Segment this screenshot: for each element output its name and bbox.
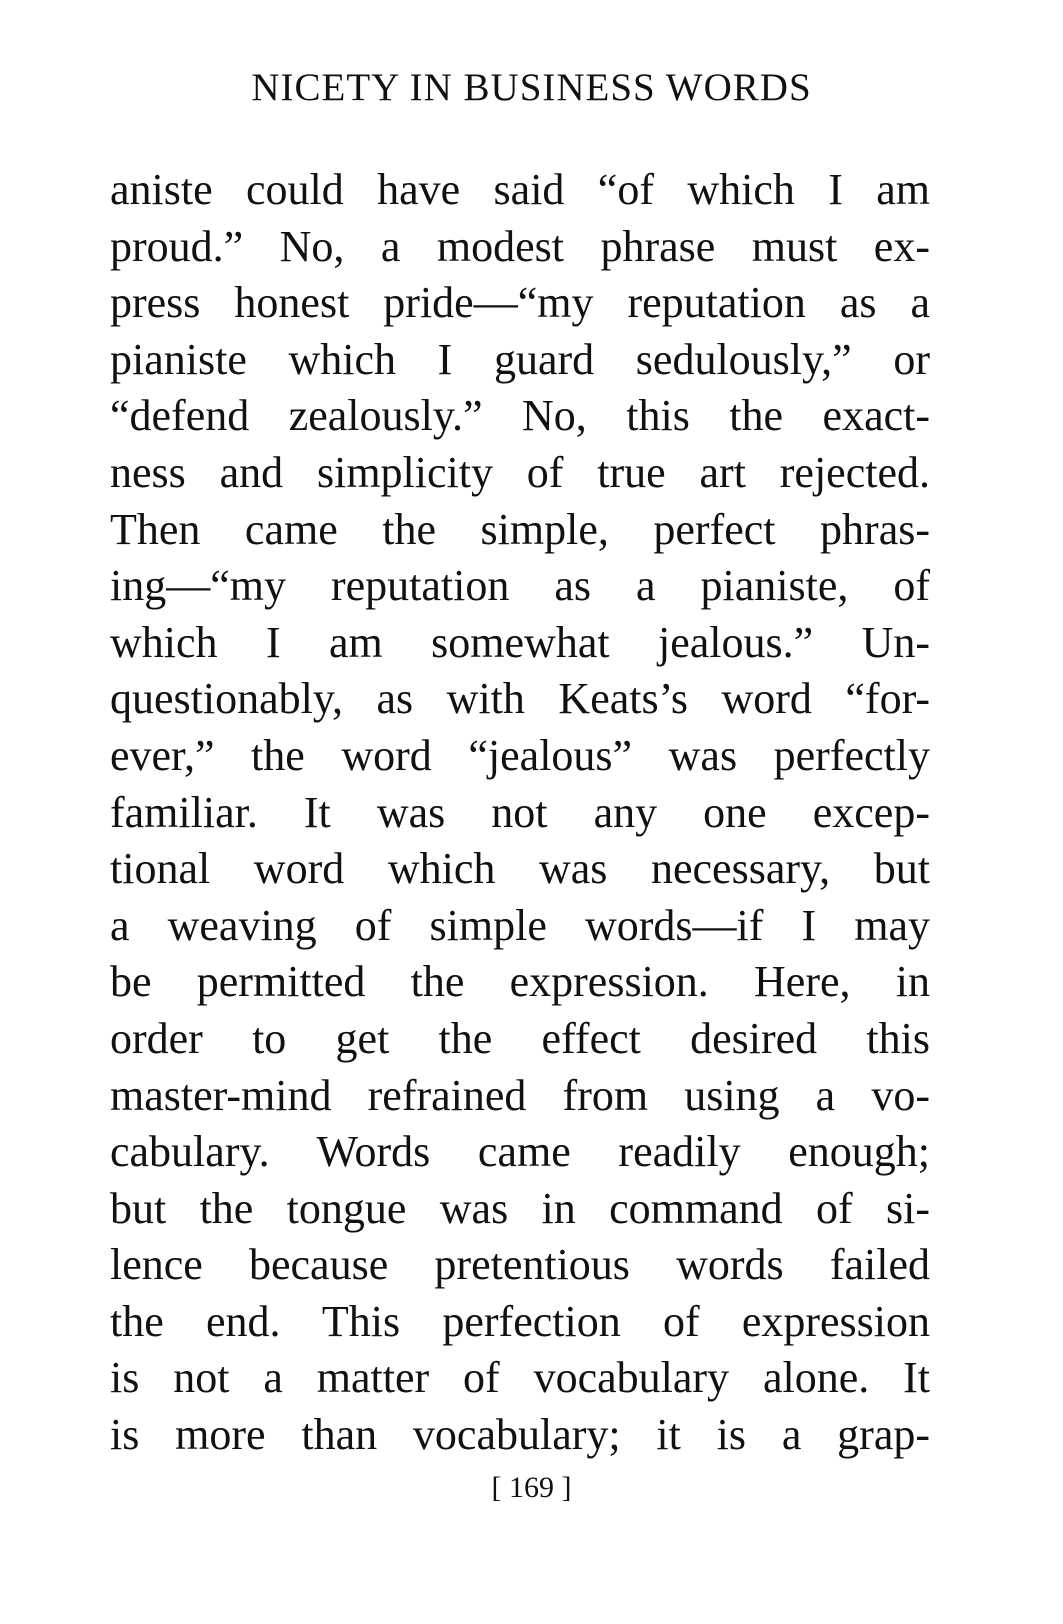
text-line: is not a matter of vocabulary alone. It [110,1353,930,1403]
text-line: ness and simplicity of true art rejected. [110,447,930,497]
text-line: a weaving of simple words—if I may [110,900,930,950]
text-line: master-mind refrained from using a vo- [110,1070,930,1120]
text-line: ing—“my reputation as a pianiste, of [110,561,930,611]
text-line: proud.” No, a modest phrase must ex- [110,221,930,271]
body-text [110,162,930,1464]
text-line: is more than vocabulary; it is a grap- [110,1410,930,1460]
text-line: but the tongue was in command of si- [110,1183,930,1233]
text-line: aniste could have said “of which I am [110,165,930,214]
text-line: Then came the simple, perfect phras- [110,504,930,554]
text-line: which I am somewhat jealous.” Un- [110,617,930,667]
text-line: tional word which was necessary, but [110,844,930,894]
text-line: questionably, as with Keats’s word “for- [110,674,930,724]
page-number: [ 169 ] [491,1471,572,1504]
text-line: lence because pretentious words failed [110,1240,930,1290]
text-line: press honest pride—“my reputation as a [110,278,930,328]
text-line: be permitted the expression. Here, in [110,957,930,1007]
text-line: order to get the effect desired this [110,1013,930,1063]
text-line: “defend zealously.” No, this the exact- [110,391,930,441]
text-line: cabulary. Words came readily enough; [110,1127,930,1177]
text-line: pianiste which I guard sedulously,” or [110,334,930,384]
text-line: the end. This perfection of expression [110,1296,930,1346]
text-line: ever,” the word “jealous” was perfectly [110,730,930,780]
running-head: NICETY IN BUSINESS WORDS [251,66,812,109]
text-line: familiar. It was not any one excep- [110,787,930,837]
